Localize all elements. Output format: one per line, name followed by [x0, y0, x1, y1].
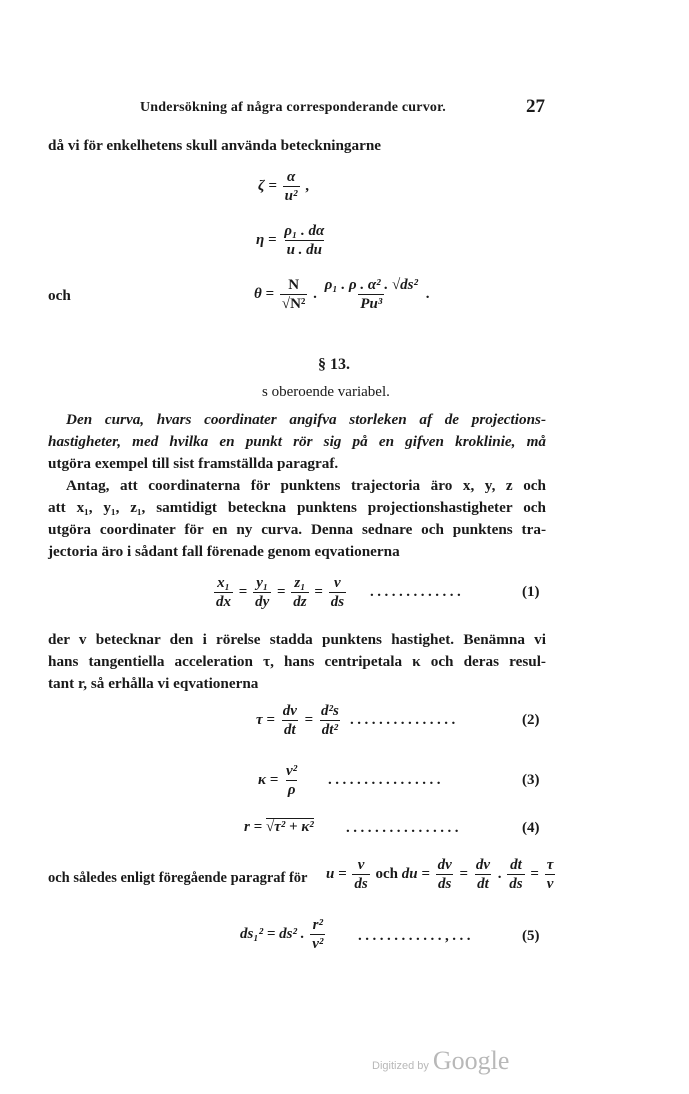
theta-denominator-1: √N²: [281, 296, 306, 312]
section-title: § 13.: [318, 356, 350, 373]
eq-text-prefix: och således enligt föregående paragraf för: [48, 870, 308, 886]
zeta-numerator: α: [286, 169, 296, 185]
eq4-lhs: r =: [244, 819, 263, 835]
watermark-logo: Google: [432, 1046, 510, 1075]
eq1-equals-2: =: [276, 583, 286, 600]
eq3-den: ρ: [287, 782, 296, 798]
eq1-den-y: dy: [255, 594, 270, 610]
du-frac-c: [507, 856, 524, 893]
paragraph3-line1: der v betecknar den i rörelse stadda punktens hastighet. Benämna vi: [48, 631, 546, 648]
intro-line: då vi för enkelhetens skull använda beteckningarne: [48, 137, 382, 154]
du-den-d: v: [546, 876, 554, 892]
eq3-lhs: κ =: [258, 771, 279, 788]
u-frac: [352, 856, 369, 893]
u-num: v: [357, 857, 365, 873]
du-den-b: dt: [477, 876, 489, 892]
du-frac-a: [436, 856, 454, 893]
du-num-b: dv: [475, 857, 491, 873]
paragraph1-line3: utgöra exempel till sist framställda paragraf.: [48, 455, 339, 472]
eq1-num-x: x₁: [217, 575, 230, 591]
eq1-label: (1): [522, 584, 540, 600]
eq4-leader-dots: ................: [346, 820, 462, 836]
eq5-leader-dots: ............,...: [358, 928, 474, 944]
eta-denominator: u . du: [286, 242, 322, 258]
paragraph1-line1: Den curva, hvars coordinater angifva storleken af de projections-: [66, 411, 546, 428]
theta-fraction-1: [280, 276, 308, 313]
och-word: och: [375, 865, 398, 882]
paragraph2-line1: Antag, att coordinaterna för punktens trajectoria äro x, y, z och: [66, 477, 546, 494]
equation-1: [212, 574, 348, 611]
running-title: Undersökning af några corresponderande curvor.: [140, 100, 446, 115]
zeta-tail: ,: [305, 177, 310, 194]
theta-definition: [254, 276, 429, 313]
zeta-denominator: u²: [284, 188, 298, 204]
zeta-definition: [258, 168, 309, 205]
theta-tail: .: [425, 285, 430, 302]
eq4-rhs: √τ² + κ²: [265, 819, 314, 835]
eq1-num-z: z₁: [294, 575, 306, 591]
eq5-label: (5): [522, 928, 540, 944]
du-equals-2: =: [530, 865, 539, 882]
eq2-num-1: dv: [282, 703, 297, 719]
eq5-frac: [310, 916, 325, 953]
google-watermark: [372, 1046, 509, 1076]
eq2-den-1: dt: [283, 722, 296, 738]
theta-dot: .: [313, 285, 317, 302]
paragraph3-line2: hans tangentiella acceleration τ, hans centripetala κ och deras resul-: [48, 653, 546, 670]
eq2-frac-1: [281, 702, 299, 739]
eq1-equals-3: =: [314, 583, 323, 600]
eq3-leader-dots: ................: [328, 772, 444, 788]
eq3-frac: [284, 762, 299, 799]
eq1-num-y: y₁: [256, 575, 269, 591]
equation-5: [240, 916, 327, 953]
eq1-frac-x: [214, 574, 233, 611]
eq5-num: r²: [312, 917, 323, 933]
du-dot: .: [497, 865, 502, 882]
theta-numerator-1: N: [288, 277, 300, 293]
watermark-small: Digitized by: [372, 1060, 429, 1072]
eq1-frac-y: [253, 574, 271, 611]
page-number: 27: [526, 96, 545, 117]
du-den-c: ds: [509, 876, 523, 892]
eq2-num-2: d²s: [320, 703, 339, 719]
eq1-leader-dots: .............: [370, 584, 465, 600]
eq2-lhs: τ =: [256, 711, 275, 728]
equation-3: [258, 762, 301, 799]
eta-lhs: η =: [256, 231, 277, 248]
eta-fraction: [282, 222, 326, 259]
equation-2: [256, 702, 343, 739]
eq1-den-v: ds: [330, 594, 345, 610]
paragraph2-line2: att x₁, y₁, z₁, samtidigt beteckna punktens projectionshastigheter och: [48, 499, 546, 516]
du-num-d: τ: [546, 857, 554, 873]
eq2-leader-dots: ...............: [350, 712, 459, 728]
paragraph3-line3: tant r, så erhålla vi eqvationerna: [48, 675, 259, 692]
eq2-label: (2): [522, 712, 540, 728]
u-lhs: u =: [326, 865, 347, 882]
section-subtitle: s oberoende variabel.: [262, 384, 390, 400]
eq1-frac-z: [291, 574, 308, 611]
equation-4: [244, 819, 314, 836]
du-equals-1: =: [459, 865, 469, 882]
eq3-label: (3): [522, 772, 540, 788]
eq5-den: v²: [312, 936, 324, 952]
paragraph1-line2: hastigheter, med hvilka en punkt rör sig på en gifven kroklinie, må: [48, 433, 546, 450]
och-label: och: [48, 287, 71, 304]
du-frac-b: [474, 856, 492, 893]
eq1-frac-v: [329, 574, 346, 611]
zeta-lhs: ζ =: [258, 177, 277, 194]
du-num-c: dt: [510, 857, 522, 873]
theta-fraction-2: [323, 276, 420, 313]
du-frac-d: [545, 856, 556, 893]
eq3-num: v²: [286, 763, 298, 779]
eq2-den-2: dt²: [321, 722, 338, 738]
theta-lhs: θ =: [254, 285, 275, 302]
eq1-den-z: dz: [293, 594, 307, 610]
eta-definition: [256, 222, 328, 259]
eq1-den-x: dx: [216, 594, 231, 610]
eq5-lhs: ds₁² = ds² .: [240, 925, 305, 942]
eq2-frac-2: [319, 702, 341, 739]
zeta-fraction: [283, 168, 300, 205]
theta-numerator-2: ρ₁ . ρ . α² . √ds²: [324, 277, 418, 293]
paragraph2-line3: utgöra coordinater för en ny curva. Denna sednare och punktens tra-: [48, 521, 546, 538]
du-lhs: du =: [401, 865, 430, 882]
du-num-a: dv: [437, 857, 452, 873]
eq4-label: (4): [522, 820, 540, 836]
eq1-equals-1: =: [238, 583, 248, 600]
u-den: ds: [354, 876, 368, 892]
theta-denominator-2: Pu³: [360, 296, 383, 312]
eq1-num-v: v: [334, 575, 341, 591]
eq2-equals: =: [304, 711, 314, 728]
du-den-a: ds: [438, 876, 452, 892]
paragraph2-line4: jectoria äro i sådant fall förenade genom eqvationerna: [48, 543, 400, 560]
inline-equations: [326, 856, 557, 893]
eta-numerator: ρ₁ . dα: [284, 223, 325, 239]
